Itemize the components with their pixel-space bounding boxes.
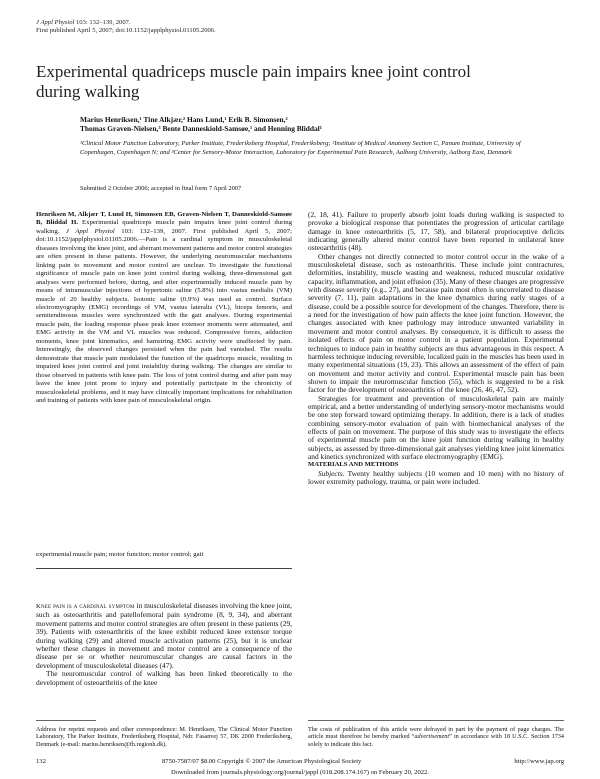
publication-cost-note: The costs of publication of this article were defrayed in part by the payment of page charges. The article must therefore be hereby marked “advertisement” in accordance with 18 U.S.C. Section 1734 solely to indicate this fact.: [308, 726, 564, 748]
subjects-subhead: Subjects.: [318, 468, 345, 478]
abstract-divider: [36, 568, 292, 569]
abstract: [36, 211, 292, 405]
author-line-2: Thomas Graven-Nielsen,³ Bente Danneskiold-Samsøe,¹ and Henning Bliddal¹: [80, 124, 322, 134]
abstract-citation-title: Experimental quadriceps muscle pain impairs knee joint control during walking.: [36, 219, 292, 235]
footnote-divider-right: [308, 720, 564, 721]
journal-citation: 103: 132–139, 2007.: [74, 19, 131, 26]
intro-lead-smallcaps: Knee pain is a cardinal symptom: [36, 603, 135, 610]
journal-name: J Appl Physiol: [36, 19, 75, 26]
submission-dates: Submitted 2 October 2006; accepted in final form 7 April 2007: [80, 185, 242, 192]
issn-copyright: 8750-7587/07 $8.00 Copyright © 2007 the American Physiological Society: [162, 758, 362, 765]
intro-paragraph-2: The neuromuscular control of walking has been linked theoretically to the development of osteoarthritis of the knee: [36, 669, 292, 687]
right-paragraph-1: (2, 18, 41). Failure to properly absorb joint loads during walking is suspected to provoke a biological response that potentiates the progression of articular cartilage damage in knee osteoarthritis (5, 17, 58), and bilateral proprioceptive deficits indicating generally altered motor control have been reported in unilateral knee osteoarthritis (48).: [308, 210, 564, 253]
download-notice: Downloaded from journals.physiology.org/journal/jappl (018.208.174.167) on February 20, 2022.: [170, 769, 430, 776]
right-paragraph-2: Other changes not directly connected to motor control occur in the wake of a musculoskeletal disease, such as osteoarthritis. These include joint contractures, deformities, instability, muscle wasting and weakness, reduced muscular oxidative capacity, inflammation, and joint effusion (35). Many of these changes are progressive with disease severity (e.g., 27), and because pain most often is uncorrelated to disease severity (7, 11), pain adaptations in the knee dynamics during early stages of a disease, could be a possible source for development of the changes. Therefore, there is a need for the investigation of how pain affects the knee joint function. However, the changes associated with knee pathology may introduce unwanted variability in movement and motor control analyses. By consequence, it is difficult to assess the isolated effects of pain on motor control in a patient population. Experimental techniques to induce pain in healthy subjects are thus advantageous in this respect. A harmless technique inducing reversible, localized pain in the muscles has been used in many experimental situations (19, 23). This allows an assessment of the effect of pain on movement and motor activity and control. Experimental muscle pain has been shown to impair the neuromuscular function (55), which is suggested to be a risk factor for the development of osteoarthritis of the knee (26, 46, 47, 52).: [308, 251, 564, 395]
introduction: [36, 602, 292, 687]
journal-url: http://www.jap.org: [514, 758, 564, 765]
author-line-1: Marius Henriksen,¹ Tine Alkjær,² Hans Lund,¹ Erik B. Simonsen,²: [80, 115, 288, 124]
article-title: Experimental quadriceps muscle pain impairs knee joint control during walking: [36, 62, 471, 101]
intro-paragraph-1: Knee pain is a cardinal symptom in musculoskeletal diseases involving the knee joint, such as osteoarthritis and patellofemoral pain syndrome (8, 9, 34), and aberrant movement patterns and motor control strategies are often present in these patients (29, 39). Patients with osteoarthritis of the knee exhibit reduced knee extensor torque during walking (29) and altered muscle activation patterns (25), but it is unclear whether these changes in movement and motor control are a consequence of the disease per se or whether neuromuscular changes are causal factors in the development of musculoskeletal diseases (47).: [36, 601, 292, 670]
publication-line: First published April 5, 2007; doi:10.1152/japplphysiol.01105.2006.: [36, 27, 216, 35]
abstract-journal: J Appl Physiol: [65, 227, 115, 235]
page-number: 132: [36, 758, 46, 765]
correspondence-address: Address for reprint requests and other correspondence: M. Henriksen, The Clinical Motor Function Laboratory, The Parker Institute, Frederiksberg Hospital, Ndr. Fasanvej 57, DK 2000 Frederiksberg, Denmark (e-mail: marius.henriksen@fh.regionh.dk).: [36, 726, 292, 748]
author-list: [80, 115, 560, 134]
section-heading-methods: MATERIALS AND METHODS: [308, 461, 399, 469]
page-footer: [36, 758, 564, 765]
footnote-divider-left: [36, 720, 96, 721]
affiliations: ¹Clinical Motor Function Laboratory, Parker Institute, Frederiksberg Hospital, Frederiksberg; ²Institute of Medical Anatomy Section C, Panum Institute, University of Copenhagen, Copenhagen N; and ³Center for Sensory-Motor Interaction, Laboratory for Experimental Pain Research, Aalborg University, Aalborg East, Denmark: [80, 140, 521, 156]
right-paragraph-3: Strategies for treatment and prevention of musculoskeletal pain are mainly empirical, and a better understanding of underlying sensory-motor mechanisms would be one step forward toward optimizing therapy. In addition, there is a lack of studies combining sensory-motor evaluation of pain with biomechanical analyses of the effects of pain on movement. The purpose of this study was to investigate the effects of experimental muscle pain on the knee joint function during walking in healthy subjects, as assessed by three-dimensional gait analyses yielding knee joint kinematics and kinetics synchronized with surface electromyography (EMG).: [308, 393, 564, 461]
right-column: [308, 211, 564, 486]
subjects-paragraph: Subjects. Twenty healthy subjects (10 women and 10 men) with no history of lower extremity pathology, trauma, or pain were included.: [308, 468, 564, 486]
keywords: experimental muscle pain; motor function; motor control; gait: [36, 551, 204, 558]
abstract-citation-authors: Henriksen M, Alkjær T, Lund H, Simonsen EB, Graven-Nielsen T, Danneskiold-Samsøe B, Bliddal H.: [36, 211, 292, 227]
abstract-body: 103: 132–139, 2007. First published April 5, 2007; doi:10.1152/japplphysiol.01105.2006.—Pain is a cardinal symptom in musculoskeletal diseases involving the knee joint, and aberrant movement patterns and motor control strategies are often present in these patients. However, the underlying neuromuscular mechanisms linking pain to movement and motor control are unclear. To investigate the functional significance of muscle pain on knee joint control during walking, three-dimensional gait analyses were performed before, during, and after experimentally induced muscle pain by means of intramuscular injections of hypertonic saline (5.8%) into vastus medialis (VM) muscle of 20 healthy subjects. Isotonic saline (0.9%) was used as control. Surface electromyography (EMG) recordings of VM, vastus lateralis (VL), biceps femoris, and semitendinosus muscles were synchronized with the gait analyses. During experimental muscle pain, the loading response phase peak knee extensor moments were attenuated, and EMG activity in the VM and VL muscles was reduced. Compressive forces, adduction moments, knee joint kinematics, and hamstring EMG activity were unaffected by pain. Interestingly, the observed changes persisted when the pain had vanished. The results demonstrate that muscle pain modulated the function of the quadriceps muscle, resulting in impaired knee joint control and joint instability during walking. The changes are similar to those observed in patients with knee pain. The loss of joint control during and after pain may leave the knee joint prone to injury and potentially participate in the chronicity of musculoskeletal problems, and it may have clinically important implications for rehabilitation and training of patients with knee pain of musculoskeletal origin.: [36, 227, 292, 404]
journal-header: [36, 19, 216, 36]
